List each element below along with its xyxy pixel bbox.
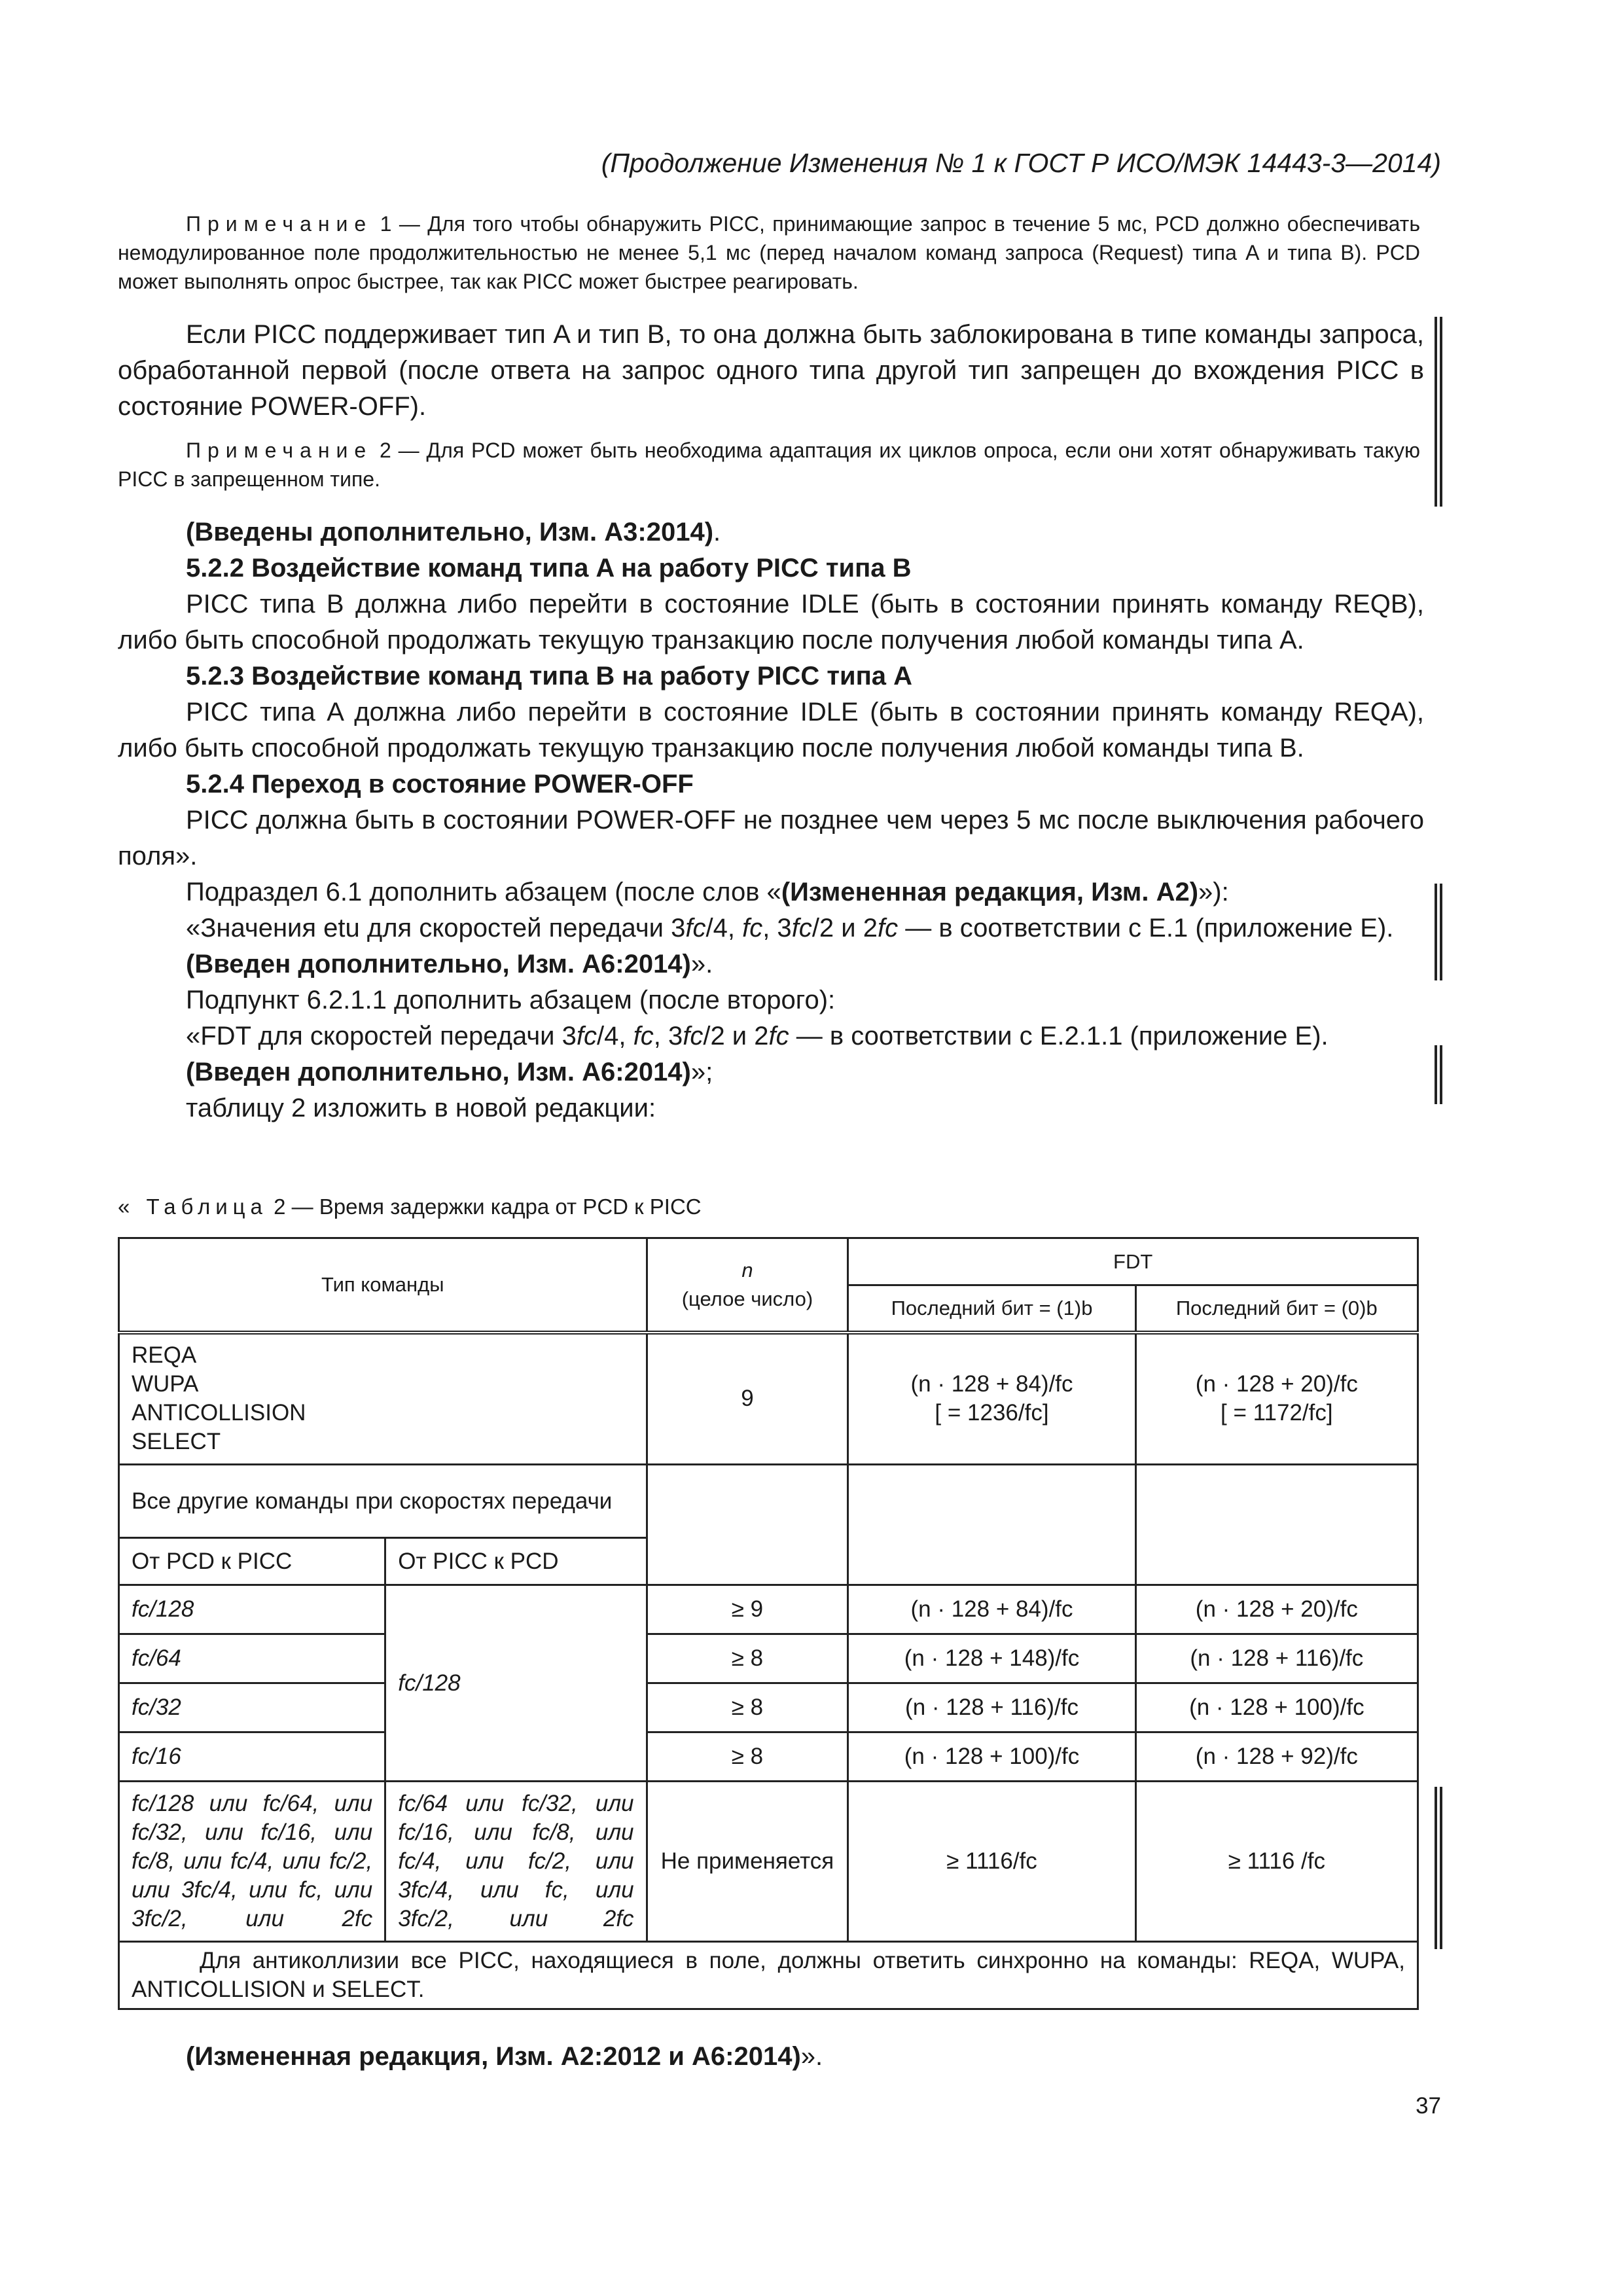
empty-cell	[1135, 1465, 1418, 1585]
rate-fdt1: (n · 128 + 116)/fc	[848, 1683, 1135, 1732]
rate-fdt1: (n · 128 + 100)/fc	[848, 1732, 1135, 1782]
rate-fdt0: (n · 128 + 100)/fc	[1135, 1683, 1418, 1732]
col-command-type: Тип команды	[119, 1238, 647, 1333]
note-1-label: Примечание	[186, 212, 373, 236]
note-2-text: 2 — Для PCD может быть необходима адаптация их циклов опроса, если они хотят обнаруживать такую PICC в запрещенном типе.	[118, 439, 1420, 491]
note-1-text: 1 — Для того чтобы обнаружить PICC, принимающие запрос в течение 5 мс, PCD должно обеспечивать немодулированное поле продолжительностью не менее 5,1 мс (перед началом команд запроса (Request) типа A и типа B). PCD может выполнять опрос быстрее, так как PICC может быстрее реагировать.	[118, 212, 1420, 293]
last-row-n: Не применяется	[647, 1782, 848, 1942]
last-row-fdt1: ≥ 1116/fc	[848, 1782, 1135, 1942]
main-body-text: (Введены дополнительно, Изм. А3:2014). 5.2.2 Воздействие команд типа A на работу PICC типа B PICC типа B должна либо перейти в состояние IDLE (быть в состоянии принять команду REQB), либо быть способной продолжать текущую транзакцию после получения любой команды типа A. 5.2.3 Воздействие команд типа B на работу PICC типа A PICC типа A должна либо перейти в состояние IDLE (быть в состоянии принять команду REQA), либо быть способной продолжать текущую транзакцию после получения любой команды типа B. 5.2.4 Переход в состояние POWER-OFF PICC должна быть в состоянии POWER-OFF не позднее чем через 5 мс после выключения рабочего поля». Подраздел 6.1 дополнить абзацем (после слов «(Измененная редакция, Изм. А2)»): «Значения etu для скоростей передачи 3fc/4, fc, 3fc/2 и 2fc — в соответствии с Е.1 (приложение Е). (Введен дополнительно, Изм. А6:2014)». Подпункт 6.2.1.1 дополнить абзацем (после второго): «FDT для скоростей передачи 3fc/4, fc, 3fc/2 и 2fc — в соответствии с Е.2.1.1 (приложение Е). (Введен дополнительно, Изм. А6:2014)»; таблицу 2 изложить в новой редакции:	[118, 514, 1424, 1126]
rate-pcd: fc/32	[119, 1683, 385, 1732]
row-basic-fdt0: (n · 128 + 20)/fc [ = 1172/fc]	[1135, 1333, 1418, 1465]
rate-pcd: fc/16	[119, 1732, 385, 1782]
rate-fdt0: (n · 128 + 116)/fc	[1135, 1634, 1418, 1683]
subsection-6-1-instruction: Подраздел 6.1 дополнить абзацем (после слов «(Измененная редакция, Изм. А2)»):	[186, 878, 1229, 906]
introduced-a6-second: (Введен дополнительно, Изм. А6:2014)»;	[186, 1058, 713, 1086]
table-intro-text: таблицу 2 изложить в новой редакции:	[186, 1094, 656, 1122]
rate-fdt1: (n · 128 + 148)/fc	[848, 1634, 1135, 1683]
section-5-2-2-text: PICC типа B должна либо перейти в состояние IDLE (быть в состоянии принять команду REQB), либо быть способной продолжать текущую транзакцию после получения любой команды типа A.	[118, 590, 1424, 655]
note-1	[118, 209, 1420, 296]
page-header: (Продолжение Изменения № 1 к ГОСТ Р ИСО/МЭК 14443-3—2014)	[601, 148, 1441, 178]
col-last-bit-0: Последний бит = (0)b	[1135, 1285, 1418, 1333]
rate-picc-merged: fc/128	[385, 1585, 647, 1782]
empty-cell	[647, 1465, 848, 1585]
header-from-picc: От PICC к PCD	[385, 1538, 647, 1585]
row-basic-commands: REQA WUPA ANTICOLLISION SELECT	[119, 1333, 647, 1465]
introduced-a6-first: (Введен дополнительно, Изм. А6:2014)».	[186, 950, 713, 978]
col-fdt: FDT	[848, 1238, 1418, 1285]
row-basic-fdt1: (n · 128 + 84)/fc [ = 1236/fc]	[848, 1333, 1135, 1465]
header-from-pcd: От PCD к PICC	[119, 1538, 385, 1585]
section-5-2-3-title: 5.2.3 Воздействие команд типа B на работу PICC типа A	[186, 662, 912, 691]
empty-cell	[848, 1465, 1135, 1585]
rate-fdt0: (n · 128 + 20)/fc	[1135, 1585, 1418, 1634]
rate-fdt0: (n · 128 + 92)/fc	[1135, 1732, 1418, 1782]
table-caption: « Таблица 2 — Время задержки кадра от PCD к PICC	[118, 1194, 702, 1219]
paragraph-picc-blocking	[118, 317, 1424, 425]
revision-bar	[1435, 1045, 1442, 1104]
section-5-2-4-title: 5.2.4 Переход в состояние POWER-OFF	[186, 770, 694, 798]
rate-n: ≥ 8	[647, 1732, 848, 1782]
paragraph-text: Если PICC поддерживает тип A и тип B, то она должна быть заблокирована в типе команды запроса, обработанной первой (после ответа на запрос одного типа другой тип запрещен до вхождения PICC в состояние POWER-OFF).	[118, 320, 1424, 421]
section-5-2-2-title: 5.2.2 Воздействие команд типа A на работу PICC типа B	[186, 554, 912, 583]
rate-n: ≥ 8	[647, 1634, 848, 1683]
rate-pcd: fc/128	[119, 1585, 385, 1634]
rate-n: ≥ 9	[647, 1585, 848, 1634]
revision-bar	[1435, 317, 1442, 507]
etu-values-text: «Значения etu для скоростей передачи 3fc/4, fc, 3fc/2 и 2fc — в соответствии с Е.1 (приложение Е).	[186, 914, 1394, 942]
fdt-table	[118, 1237, 1419, 2010]
introduced-a3: (Введены дополнительно, Изм. А3:2014)	[186, 518, 714, 547]
row-basic-n: 9	[647, 1333, 848, 1465]
subitem-6-2-1-1-instruction: Подпункт 6.2.1.1 дополнить абзацем (после второго):	[186, 986, 836, 1014]
note-2	[118, 436, 1420, 493]
table-footer-note: Для антиколлизии все PICC, находящиеся в поле, должны ответить синхронно на команды: REQA, WUPA, ANTICOLLISION и SELECT.	[119, 1942, 1418, 2009]
revision-bar	[1435, 884, 1442, 980]
section-5-2-4-text: PICC должна быть в состоянии POWER-OFF не позднее чем через 5 мс после выключения рабочего поля».	[118, 806, 1424, 870]
last-row-fdt0: ≥ 1116 /fc	[1135, 1782, 1418, 1942]
col-n: n (целое число)	[647, 1238, 848, 1333]
fdt-values-text: «FDT для скоростей передачи 3fc/4, fc, 3fc/2 и 2fc — в соответствии с Е.2.1.1 (приложение Е).	[186, 1022, 1329, 1050]
note-2-label: Примечание	[186, 439, 373, 462]
last-row-picc-rates: fc/64 или fc/32, или fc/16, или fc/8, или fc/4, или fc/2, или 3fc/4, или fc, или 3fc/2, или 2fc	[385, 1782, 647, 1942]
rate-n: ≥ 8	[647, 1683, 848, 1732]
col-last-bit-1: Последний бит = (1)b	[848, 1285, 1135, 1333]
last-row-pcd-rates: fc/128 или fc/64, или fc/32, или fc/16, или fc/8, или fc/4, или fc/2, или 3fc/4, или fc, или 3fc/2, или 2fc	[119, 1782, 385, 1942]
rate-pcd: fc/64	[119, 1634, 385, 1683]
other-commands-label: Все другие команды при скоростях передачи	[119, 1465, 647, 1538]
closing-amendment-note: (Измененная редакция, Изм. А2:2012 и А6:2014)».	[186, 2042, 823, 2071]
revision-bar	[1435, 1787, 1442, 1949]
page-number: 37	[1416, 2093, 1441, 2119]
rate-fdt1: (n · 128 + 84)/fc	[848, 1585, 1135, 1634]
section-5-2-3-text: PICC типа A должна либо перейти в состояние IDLE (быть в состоянии принять команду REQA), либо быть способной продолжать текущую транзакцию после получения любой команды типа B.	[118, 698, 1424, 762]
